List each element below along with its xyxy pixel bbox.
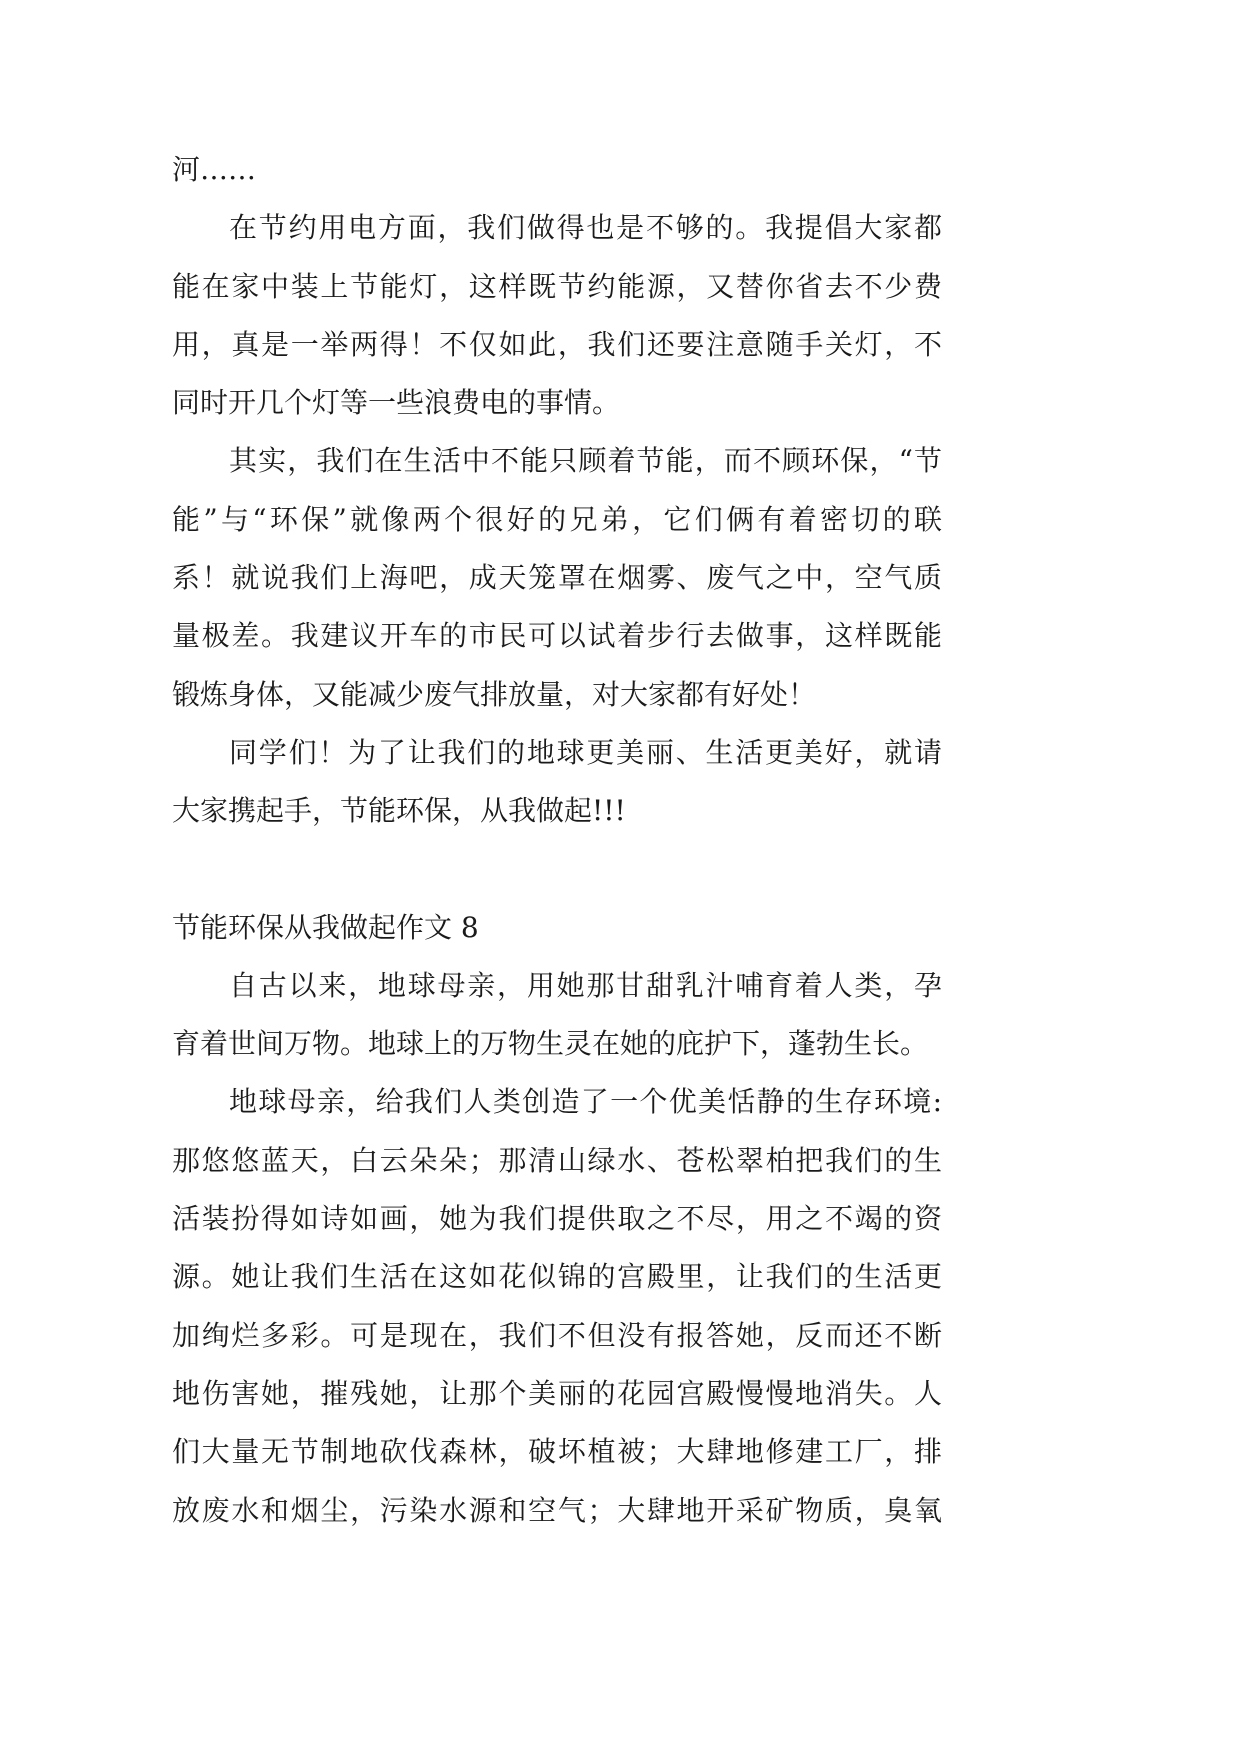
paragraph-mother-earth	[172, 957, 942, 1074]
paragraph-line: 放废水和烟尘，污染水源和空气；大肆地开采矿物质，臭氧	[172, 1493, 942, 1527]
paragraph-electricity	[172, 199, 942, 432]
paragraph-line: 能在家中装上节能灯，这样既节约能源，又替你省去不少费	[172, 269, 942, 303]
paragraph-line: 活装扮得如诗如画，她为我们提供取之不尽，用之不竭的资	[172, 1202, 942, 1236]
paragraph-environment-harm	[172, 1073, 942, 1539]
paragraph-environment	[172, 432, 942, 723]
paragraph-line: 其实，我们在生活中不能只顾着节能，而不顾环保，“节	[229, 444, 942, 478]
paragraph-line: 能”与“环保”就像两个很好的兄弟，它们俩有着密切的联	[172, 502, 942, 536]
paragraph-line: 们大量无节制地砍伐森林，破坏植被；大肆地修建工厂，排	[172, 1435, 942, 1469]
paragraph-line: 河……	[172, 153, 257, 186]
document-page	[172, 141, 942, 1540]
paragraph-call-to-action	[172, 724, 942, 841]
section-heading: 节能环保从我做起作文 8	[172, 910, 479, 944]
paragraph-line: 那悠悠蓝天，白云朵朵；那清山绿水、苍松翠柏把我们的生	[172, 1143, 942, 1177]
paragraph-line: 地伤害她，摧残她，让那个美丽的花园宫殿慢慢地消失。人	[172, 1376, 942, 1410]
paragraph-line: 同时开几个灯等一些浪费电的事情。	[172, 386, 621, 420]
section-gap	[172, 841, 942, 899]
paragraph-line: 在节约用电方面，我们做得也是不够的。我提倡大家都	[229, 211, 942, 245]
paragraph-line: 源。她让我们生活在这如花似锦的宫殿里，让我们的生活更	[172, 1260, 942, 1294]
paragraph-line: 系！就说我们上海吧，成天笼罩在烟雾、废气之中，空气质	[172, 561, 942, 595]
paragraph-line: 自古以来，地球母亲，用她那甘甜乳汁哺育着人类，孕	[229, 968, 942, 1002]
paragraph-line: 加绚烂多彩。可是现在，我们不但没有报答她，反而还不断	[172, 1318, 942, 1352]
paragraph-line: 量极差。我建议开车的市民可以试着步行去做事，这样既能	[172, 619, 942, 653]
paragraph-line: 地球母亲，给我们人类创造了一个优美恬静的生存环境:	[229, 1085, 942, 1119]
paragraph-line: 用，真是一举两得！不仅如此，我们还要注意随手关灯，不	[172, 327, 942, 361]
paragraph-line: 同学们！为了让我们的地球更美丽、生活更美好，就请	[229, 735, 942, 769]
paragraph-line: 育着世间万物。地球上的万物生灵在她的庇护下，蓬勃生长。	[172, 1027, 929, 1061]
paragraph-line: 大家携起手，节能环保，从我做起!!!	[172, 794, 626, 828]
paragraph-line: 锻炼身体，又能减少废气排放量，对大家都有好处！	[172, 677, 817, 711]
